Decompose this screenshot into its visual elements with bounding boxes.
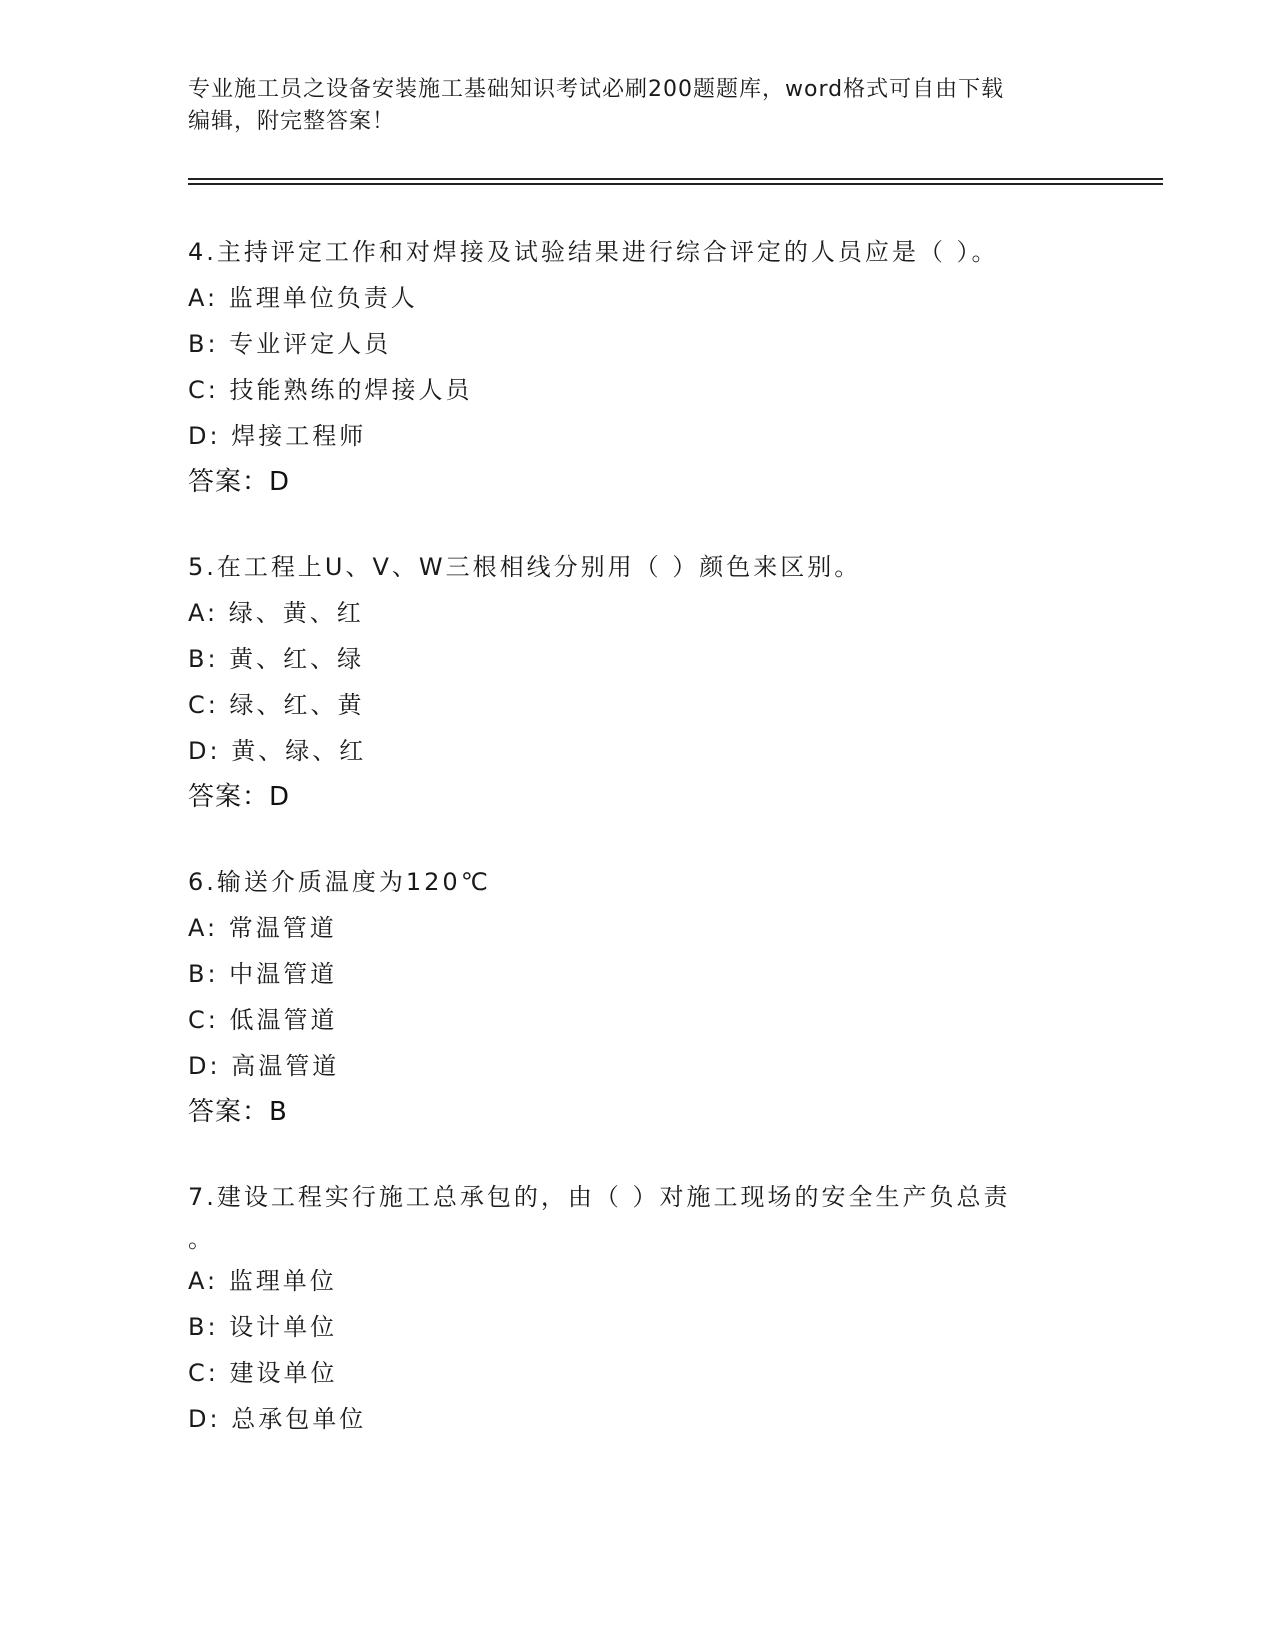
answer: 答案：D bbox=[188, 782, 291, 812]
question-text-tail: 。 bbox=[188, 1225, 215, 1253]
option-b: B: 设计单位 bbox=[188, 1313, 338, 1341]
option-c: C: 建设单位 bbox=[188, 1359, 338, 1387]
option-b: B: 专业评定人员 bbox=[188, 330, 392, 358]
option-d: D: 焊接工程师 bbox=[188, 422, 367, 450]
option-b: B: 黄、红、绿 bbox=[188, 645, 365, 673]
option-c: C: 技能熟练的焊接人员 bbox=[188, 376, 473, 404]
option-a: A: 监理单位负责人 bbox=[188, 284, 418, 312]
option-d: D: 高温管道 bbox=[188, 1052, 340, 1080]
question-text: 7.建设工程实行施工总承包的，由（ ）对施工现场的安全生产负总责 bbox=[188, 1183, 1011, 1211]
header-divider-top bbox=[188, 178, 1163, 180]
question-text: 6.输送介质温度为120℃ bbox=[188, 868, 491, 896]
answer: 答案：B bbox=[188, 1097, 288, 1127]
question-7 bbox=[188, 1174, 1088, 1442]
question-text: 5.在工程上U、V、W三根相线分别用（ ）颜色来区别。 bbox=[188, 553, 862, 581]
option-a: A: 监理单位 bbox=[188, 1267, 337, 1295]
option-c: C: 绿、红、黄 bbox=[188, 691, 365, 719]
question-5 bbox=[188, 544, 1088, 820]
option-d: D: 总承包单位 bbox=[188, 1405, 367, 1433]
option-c: C: 低温管道 bbox=[188, 1006, 338, 1034]
question-text: 4.主持评定工作和对焊接及试验结果进行综合评定的人员应是（ ）。 bbox=[188, 238, 999, 266]
document-header bbox=[188, 74, 1068, 138]
header-line-1: 专业施工员之设备安装施工基础知识考试必刷200题题库，word格式可自由下载 bbox=[188, 77, 1005, 102]
option-a: A: 常温管道 bbox=[188, 914, 337, 942]
option-a: A: 绿、黄、红 bbox=[188, 599, 364, 627]
option-b: B: 中温管道 bbox=[188, 960, 338, 988]
answer: 答案：D bbox=[188, 467, 291, 497]
header-line-2: 编辑，附完整答案！ bbox=[188, 109, 396, 134]
question-4 bbox=[188, 229, 1088, 505]
header-divider-bottom bbox=[188, 183, 1163, 185]
option-d: D: 黄、绿、红 bbox=[188, 737, 367, 765]
question-6 bbox=[188, 859, 1088, 1135]
